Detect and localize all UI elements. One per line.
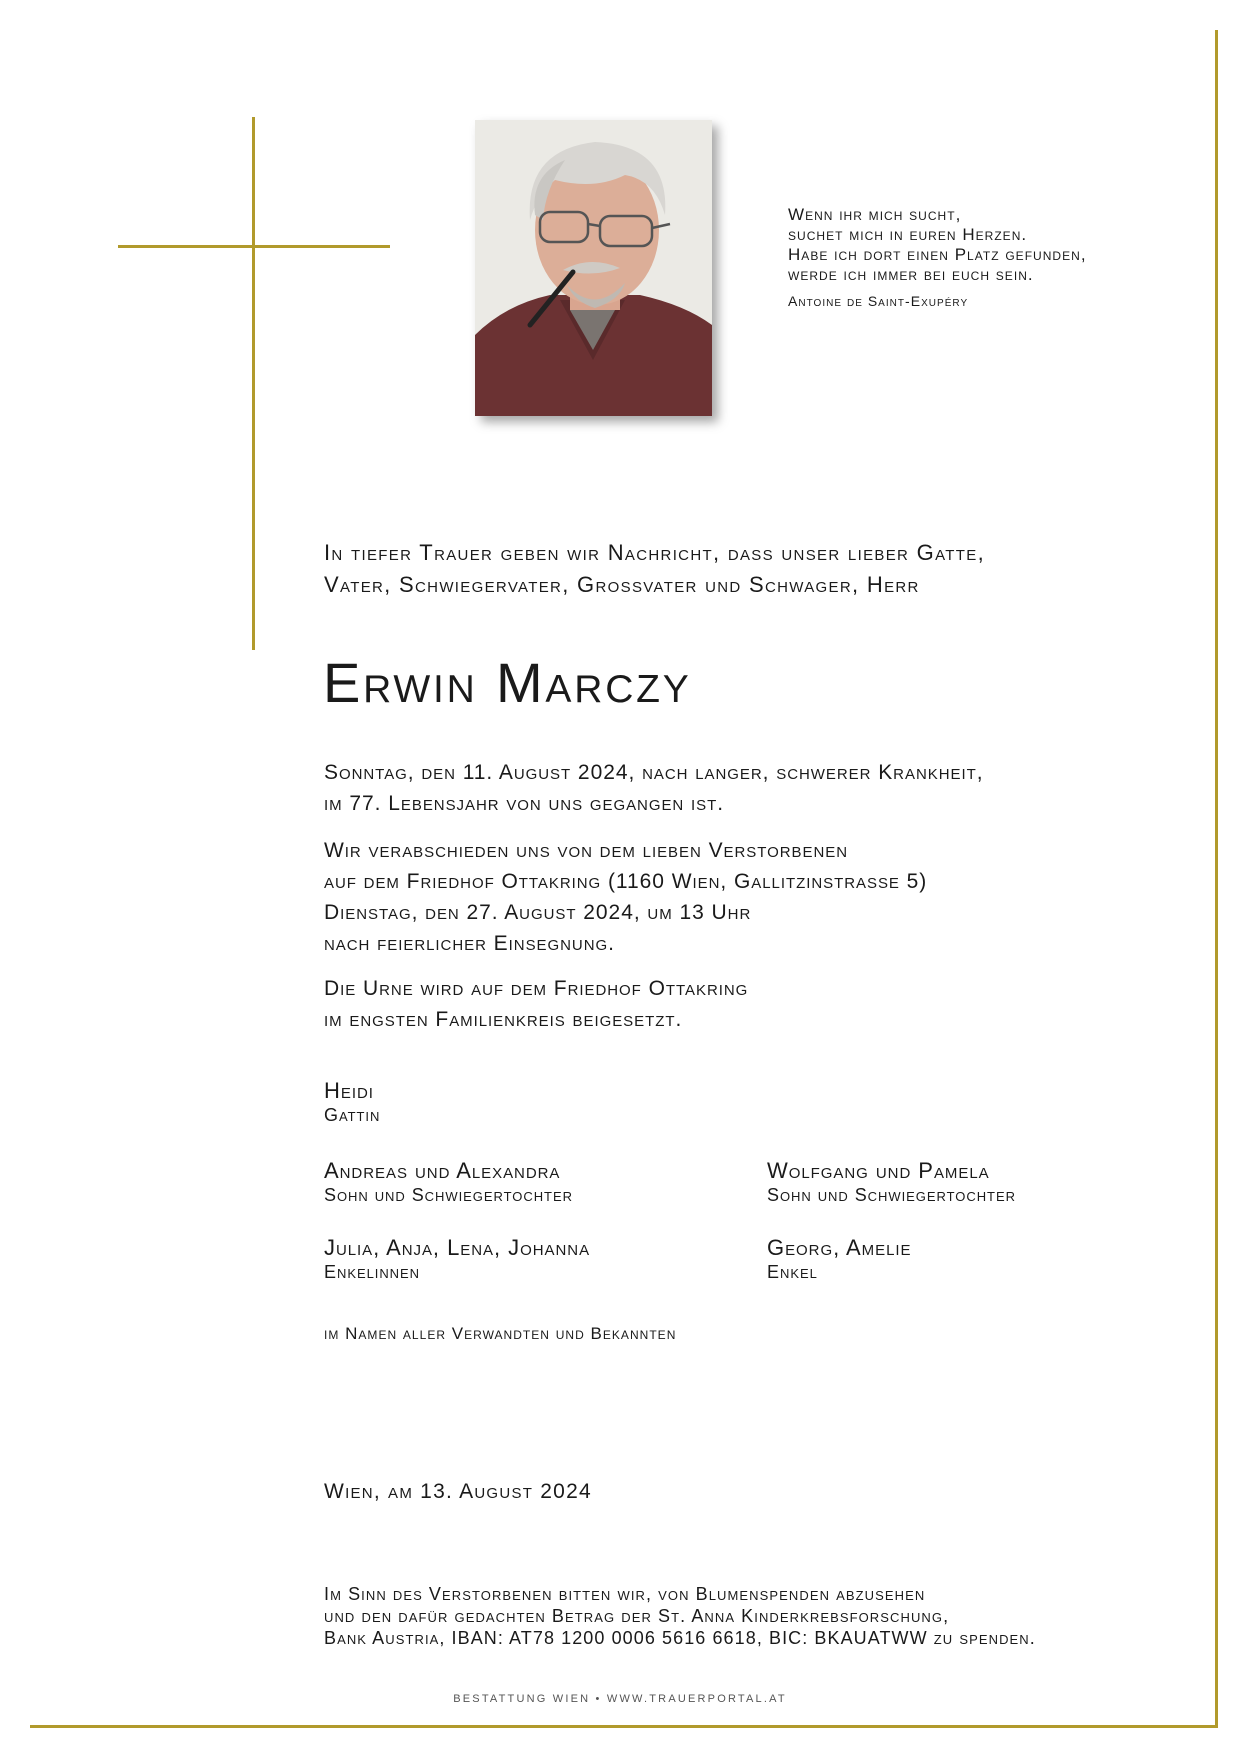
family-member [767, 1235, 1187, 1283]
farewell-line: Dienstag, den 27. August 2024, um 13 Uhr [324, 901, 752, 924]
farewell-line: Wir verabschieden uns von dem lieben Verstorbenen [324, 839, 849, 862]
family-name: Wolfgang und Pamela [767, 1158, 990, 1183]
family-spouse [324, 1078, 380, 1126]
portrait-photo [475, 120, 712, 416]
quote-author: Antoine de Saint-Exupéry [788, 293, 969, 309]
family-name: Heidi [324, 1078, 374, 1103]
on-behalf-text: im Namen aller Verwandten und Bekannten [324, 1324, 677, 1343]
intro-line: In tiefer Trauer geben wir Nachricht, dass unser lieber Gatte, [324, 540, 986, 565]
intro-line: Vater, Schwiegervater, Grossvater und Schwager, Herr [324, 572, 920, 597]
death-line: im 77. Lebensjahr von uns gegangen ist. [324, 792, 725, 815]
donation-line: und den dafür gedachten Betrag der St. Anna Kinderkrebsforschung, [324, 1606, 950, 1626]
quote-line: werde ich immer bei euch sein. [788, 265, 1034, 284]
family-relation: Enkel [767, 1262, 818, 1282]
farewell-line: auf dem Friedhof Ottakring (1160 Wien, Gallitzinstrasse 5) [324, 870, 928, 893]
quote-line: Habe ich dort einen Platz gefunden, [788, 245, 1087, 264]
footer-credit: BESTATTUNG WIEN • WWW.TRAUERPORTAL.AT [453, 1693, 787, 1705]
farewell-notice [324, 835, 1204, 959]
family-name: Andreas und Alexandra [324, 1158, 561, 1183]
donation-notice [324, 1583, 1204, 1649]
family-relation: Sohn und Schwiegertochter [767, 1185, 1016, 1205]
urn-notice [324, 973, 1204, 1035]
deceased-name: Erwin Marczy [323, 651, 692, 714]
family-member [324, 1158, 744, 1206]
family-relation: Sohn und Schwiegertochter [324, 1185, 573, 1205]
family-name: Julia, Anja, Lena, Johanna [324, 1235, 591, 1260]
donation-line: Bank Austria, IBAN: AT78 1200 0006 5616 6618, BIC: BKAUATWW zu spenden. [324, 1628, 1036, 1648]
donation-line: Im Sinn des Verstorbenen bitten wir, von Blumenspenden abzusehen [324, 1584, 926, 1604]
urn-line: Die Urne wird auf dem Friedhof Ottakring [324, 977, 749, 1000]
frame-bottom-line [30, 1725, 1218, 1728]
farewell-line: nach feierlicher Einsegnung. [324, 932, 615, 955]
portrait-illustration [475, 120, 712, 416]
death-line: Sonntag, den 11. August 2024, nach langer, schwerer Krankheit, [324, 761, 984, 784]
family-member [324, 1235, 744, 1283]
urn-line: im engsten Familienkreis beigesetzt. [324, 1008, 683, 1031]
family-relation: Enkelinnen [324, 1262, 421, 1282]
frame-right-line [1215, 30, 1218, 1727]
death-notice [324, 757, 1204, 819]
quote-line: suchet mich in euren Herzen. [788, 225, 1028, 244]
family-relation: Gattin [324, 1105, 381, 1125]
intro-text [324, 537, 1184, 601]
cross-horizontal-bar [118, 245, 390, 248]
quote-line: Wenn ihr mich sucht, [788, 205, 962, 224]
quote-block [788, 205, 1188, 311]
family-member [767, 1158, 1187, 1206]
family-name: Georg, Amelie [767, 1235, 912, 1260]
place-date: Wien, am 13. August 2024 [324, 1480, 592, 1503]
cross-vertical-bar [252, 117, 255, 650]
